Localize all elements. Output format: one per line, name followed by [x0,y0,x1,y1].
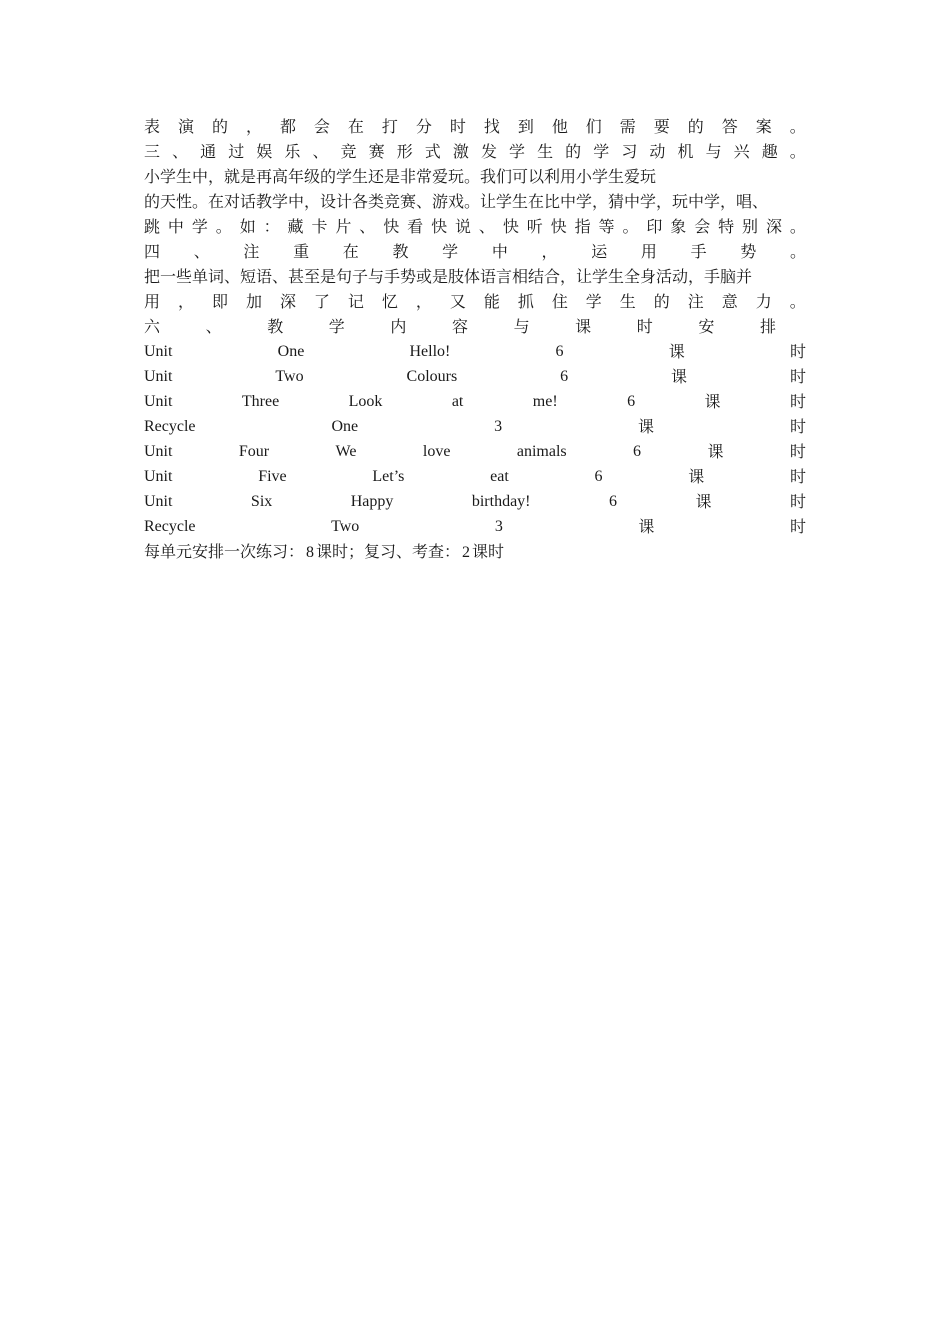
footer-note [144,539,806,564]
schedule-unit-label: 课 [688,467,705,486]
schedule-token: Recycle [144,418,196,435]
glyph: 机 [677,142,694,161]
schedule-row [144,489,806,514]
glyph: ： [263,217,280,236]
glyph: 。 [789,142,806,161]
glyph: 学 [509,142,526,161]
heading-6-content-schedule [144,314,806,339]
schedule-token: Happy [350,493,394,510]
footer-mid: 课时；复习、考查： [316,542,461,561]
schedule-token: Unit [144,393,173,410]
schedule-unit-label: 时 [789,417,806,436]
schedule-unit-label: 时 [789,392,806,411]
glyph: 找 [483,117,500,136]
schedule-token: Let’s [372,468,405,485]
glyph: 注 [243,242,260,261]
glyph: 注 [687,292,704,311]
schedule-token: animals [516,443,567,460]
heading-4-gestures [144,239,806,264]
glyph: 听 [526,217,543,236]
glyph: 要 [653,117,670,136]
glyph: 趣 [761,142,778,161]
glyph: 说 [454,217,471,236]
glyph: 。 [789,292,806,311]
schedule-unit-label: 课 [695,492,712,511]
glyph: 会 [313,117,330,136]
glyph: 通 [200,142,217,161]
glyph: 学 [191,217,208,236]
schedule-token: eat [490,468,509,485]
schedule-token: 6 [555,343,564,360]
glyph: 等 [598,217,615,236]
glyph: 与 [705,142,722,161]
glyph: 表 [144,117,161,136]
schedule-unit-label: 课 [638,517,655,536]
heading-3-entertainment-competition [144,139,806,164]
glyph: 中 [491,242,508,261]
glyph: 时 [636,317,653,336]
glyph: 片 [335,217,352,236]
glyph: 又 [449,292,466,311]
glyph: 的 [565,142,582,161]
glyph: 竞 [340,142,357,161]
paragraph-line-1 [144,114,806,139]
schedule-token: Colours [406,368,458,385]
glyph: ， [541,242,558,261]
schedule-unit-label: 课 [638,417,655,436]
schedule-list [144,339,806,539]
schedule-token: 6 [627,393,636,410]
glyph: 、 [478,217,495,236]
glyph: 演 [177,117,194,136]
glyph: 式 [424,142,441,161]
glyph: 课 [575,317,592,336]
glyph: 卡 [311,217,328,236]
schedule-unit-label: 时 [789,342,806,361]
glyph: 案 [755,117,772,136]
schedule-token: at [451,393,464,410]
schedule-row [144,339,806,364]
schedule-token: Two [275,368,304,385]
glyph: 、 [312,142,329,161]
footer-review-hours: 2 [462,544,471,561]
schedule-token: love [422,443,451,460]
glyph: 势 [740,242,757,261]
glyph: 用 [144,292,161,311]
schedule-token: We [335,443,357,460]
schedule-row [144,414,806,439]
glyph: 学 [585,292,602,311]
glyph: 、 [359,217,376,236]
schedule-row [144,464,806,489]
schedule-row [144,514,806,539]
glyph: 教 [392,242,409,261]
glyph: 、 [172,142,189,161]
schedule-token: Three [241,393,280,410]
schedule-token: Four [238,443,270,460]
glyph: 。 [215,217,232,236]
glyph: 在 [342,242,359,261]
glyph: 兴 [733,142,750,161]
glyph: ， [245,117,262,136]
glyph: 、 [205,317,222,336]
paragraph-line-4: 的天性。在对话教学中，设计各类竞赛、游戏。让学生在比中学，猜中学，玩中学，唱、 [144,192,769,211]
glyph: 中 [167,217,184,236]
glyph: 能 [483,292,500,311]
glyph: 在 [347,117,364,136]
glyph: 学 [442,242,459,261]
schedule-token: Unit [144,443,173,460]
schedule-token: Look [348,393,383,410]
glyph: 。 [789,242,806,261]
glyph: 发 [480,142,497,161]
glyph: 。 [789,117,806,136]
schedule-token: Five [258,468,287,485]
document-page [144,114,806,564]
schedule-token: Two [331,518,360,535]
glyph: 住 [551,292,568,311]
glyph: 印 [646,217,663,236]
paragraph-line-7: 把一些单词、短语、甚至是句子与手势或是肢体语言相结合，让学生全身活动，手脑并 [144,267,753,286]
glyph: 的 [653,292,670,311]
glyph: 排 [759,317,776,336]
schedule-token: Unit [144,368,173,385]
glyph: 抓 [517,292,534,311]
glyph: 与 [513,317,530,336]
glyph: 力 [755,292,772,311]
glyph: 手 [690,242,707,261]
glyph: 。 [622,217,639,236]
glyph: 如 [239,217,256,236]
schedule-token: Unit [144,493,173,510]
glyph: ， [177,292,194,311]
glyph: 指 [574,217,591,236]
schedule-token: 3 [494,518,503,535]
glyph: 四 [144,242,161,261]
glyph: 记 [347,292,364,311]
glyph: 乐 [284,142,301,161]
schedule-unit-label: 课 [668,342,685,361]
glyph: 深 [279,292,296,311]
glyph: 到 [517,117,534,136]
glyph: 教 [267,317,284,336]
glyph: 、 [193,242,210,261]
glyph: 过 [228,142,245,161]
glyph: 需 [619,117,636,136]
glyph: 他 [551,117,568,136]
glyph: ， [415,292,432,311]
glyph: 形 [396,142,413,161]
glyph: 三 [144,142,161,161]
glyph: 动 [649,142,666,161]
glyph: 容 [451,317,468,336]
glyph: 深 [765,217,782,236]
glyph: 时 [449,117,466,136]
glyph: 了 [313,292,330,311]
paragraph-line-8 [144,289,806,314]
glyph: 打 [381,117,398,136]
glyph: 安 [698,317,715,336]
glyph: 快 [431,217,448,236]
glyph: 藏 [287,217,304,236]
glyph: 快 [502,217,519,236]
schedule-token: Unit [144,468,173,485]
glyph: 别 [742,217,759,236]
schedule-unit-label: 时 [789,442,806,461]
schedule-token: birthday! [471,493,531,510]
schedule-unit-label: 时 [789,517,806,536]
glyph: 重 [293,242,310,261]
glyph: 激 [452,142,469,161]
paragraph-line-5 [144,214,806,239]
schedule-token: Recycle [144,518,196,535]
glyph: 加 [245,292,262,311]
glyph: 分 [415,117,432,136]
schedule-token: One [277,343,305,360]
paragraph-line-3: 小学生中，就是再高年级的学生还是非常爱玩。我们可以利用小学生爱玩 [144,167,657,186]
schedule-token: Six [250,493,273,510]
glyph: 赛 [368,142,385,161]
schedule-token: 6 [633,443,642,460]
schedule-unit-label: 课 [707,442,724,461]
glyph: 快 [383,217,400,236]
schedule-token: 6 [560,368,569,385]
schedule-token: One [331,418,359,435]
schedule-unit-label: 课 [671,367,688,386]
glyph: 六 [144,317,161,336]
glyph: 特 [718,217,735,236]
glyph: 会 [694,217,711,236]
glyph: 看 [407,217,424,236]
footer-prefix: 每单元安排一次练习： [144,542,305,561]
schedule-unit-label: 时 [789,467,806,486]
glyph: 内 [390,317,407,336]
schedule-token: 6 [594,468,603,485]
schedule-row [144,439,806,464]
schedule-token: Unit [144,343,173,360]
schedule-token: 3 [494,418,503,435]
schedule-token: Hello! [409,343,451,360]
glyph: 用 [640,242,657,261]
glyph: 们 [585,117,602,136]
glyph: 忆 [381,292,398,311]
schedule-unit-label: 时 [789,492,806,511]
glyph: 答 [721,117,738,136]
glyph: 学 [593,142,610,161]
schedule-unit-label: 时 [789,367,806,386]
glyph: 生 [619,292,636,311]
glyph: 快 [550,217,567,236]
glyph: 娱 [256,142,273,161]
schedule-row [144,364,806,389]
glyph: 的 [687,117,704,136]
footer-suffix: 课时 [472,542,505,561]
glyph: 。 [789,217,806,236]
glyph: 意 [721,292,738,311]
footer-practice-hours: 8 [306,544,315,561]
schedule-unit-label: 课 [704,392,721,411]
glyph: 生 [537,142,554,161]
schedule-token: 6 [608,493,617,510]
glyph: 习 [621,142,638,161]
schedule-row [144,389,806,414]
schedule-token: me! [532,393,558,410]
glyph: 运 [591,242,608,261]
glyph: 即 [211,292,228,311]
glyph: 的 [211,117,228,136]
glyph: 跳 [144,217,161,236]
glyph: 学 [328,317,345,336]
glyph: 都 [279,117,296,136]
glyph: 象 [670,217,687,236]
